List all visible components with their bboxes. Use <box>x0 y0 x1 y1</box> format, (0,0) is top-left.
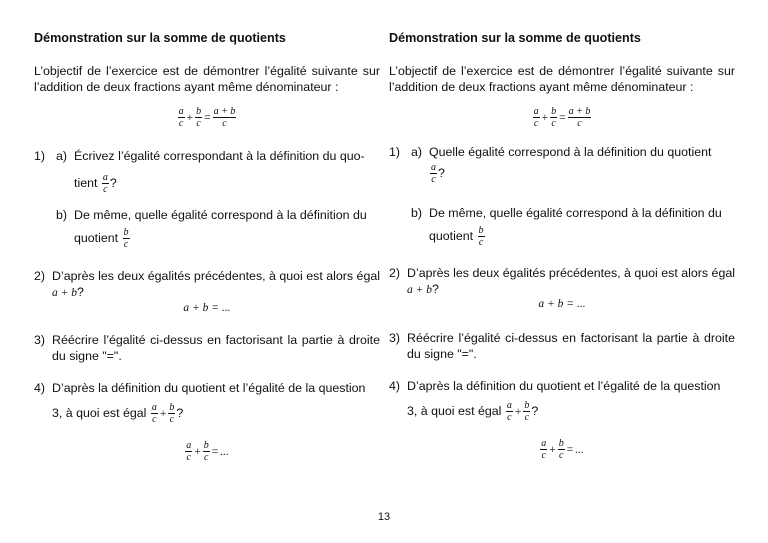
left-q4-equation: $\frac{a}{c}$ + $\frac{b}{c}$ = ... <box>186 440 229 463</box>
left-title: Démonstration sur la somme de quotients <box>34 31 286 45</box>
right-question-2: 2) D’après les deux égalités précédentes, à quoi est alors égal a + b? <box>389 266 735 296</box>
page-number: 13 <box>377 511 391 523</box>
right-title: Démonstration sur la somme de quotients <box>389 31 641 45</box>
right-question-3: 3) Réécrire l’égalité ci-dessus en factorisant la partie à droite du signe "=". <box>389 331 735 361</box>
left-main-equation: $\frac{a}{c}$ + $\frac{b}{c}$ = $\frac{a + b}{c}$ <box>178 106 236 129</box>
right-intro: L’objectif de l’exercice est de démontrer l’égalité suivante sur l’addition de deux fractions ayant même dénominateur : <box>389 64 735 94</box>
left-intro: L’objectif de l’exercice est de démontrer l’égalité suivante sur l’addition de deux fractions ayant même dénominateur : <box>34 64 380 94</box>
right-q4-equation: $\frac{a}{c}$ + $\frac{b}{c}$ = ... <box>541 438 584 461</box>
left-q2-equation: a + b = ... <box>183 302 231 314</box>
left-question-3: 3) Réécrire l’égalité ci-dessus en factorisant la partie à droite du signe "=". <box>34 333 380 363</box>
left-question-2: 2) D’après les deux égalités précédentes, à quoi est alors égal a + b? <box>34 269 380 299</box>
right-main-equation: $\frac{a}{c}$ + $\frac{b}{c}$ = $\frac{a + b}{c}$ <box>533 106 591 129</box>
left-question-4: 4) D’après la définition du quotient et l’égalité de la question 3, à quoi est égal $\frac{a}{c}$ + $\frac{b}{c}$ ? <box>34 381 366 425</box>
right-question-4: 4) D’après la définition du quotient et l’égalité de la question 3, à quoi est égal $\frac{a}{c}$ + $\frac{b}{c}$ ? <box>389 379 721 423</box>
right-q2-equation: a + b = ... <box>538 298 586 310</box>
